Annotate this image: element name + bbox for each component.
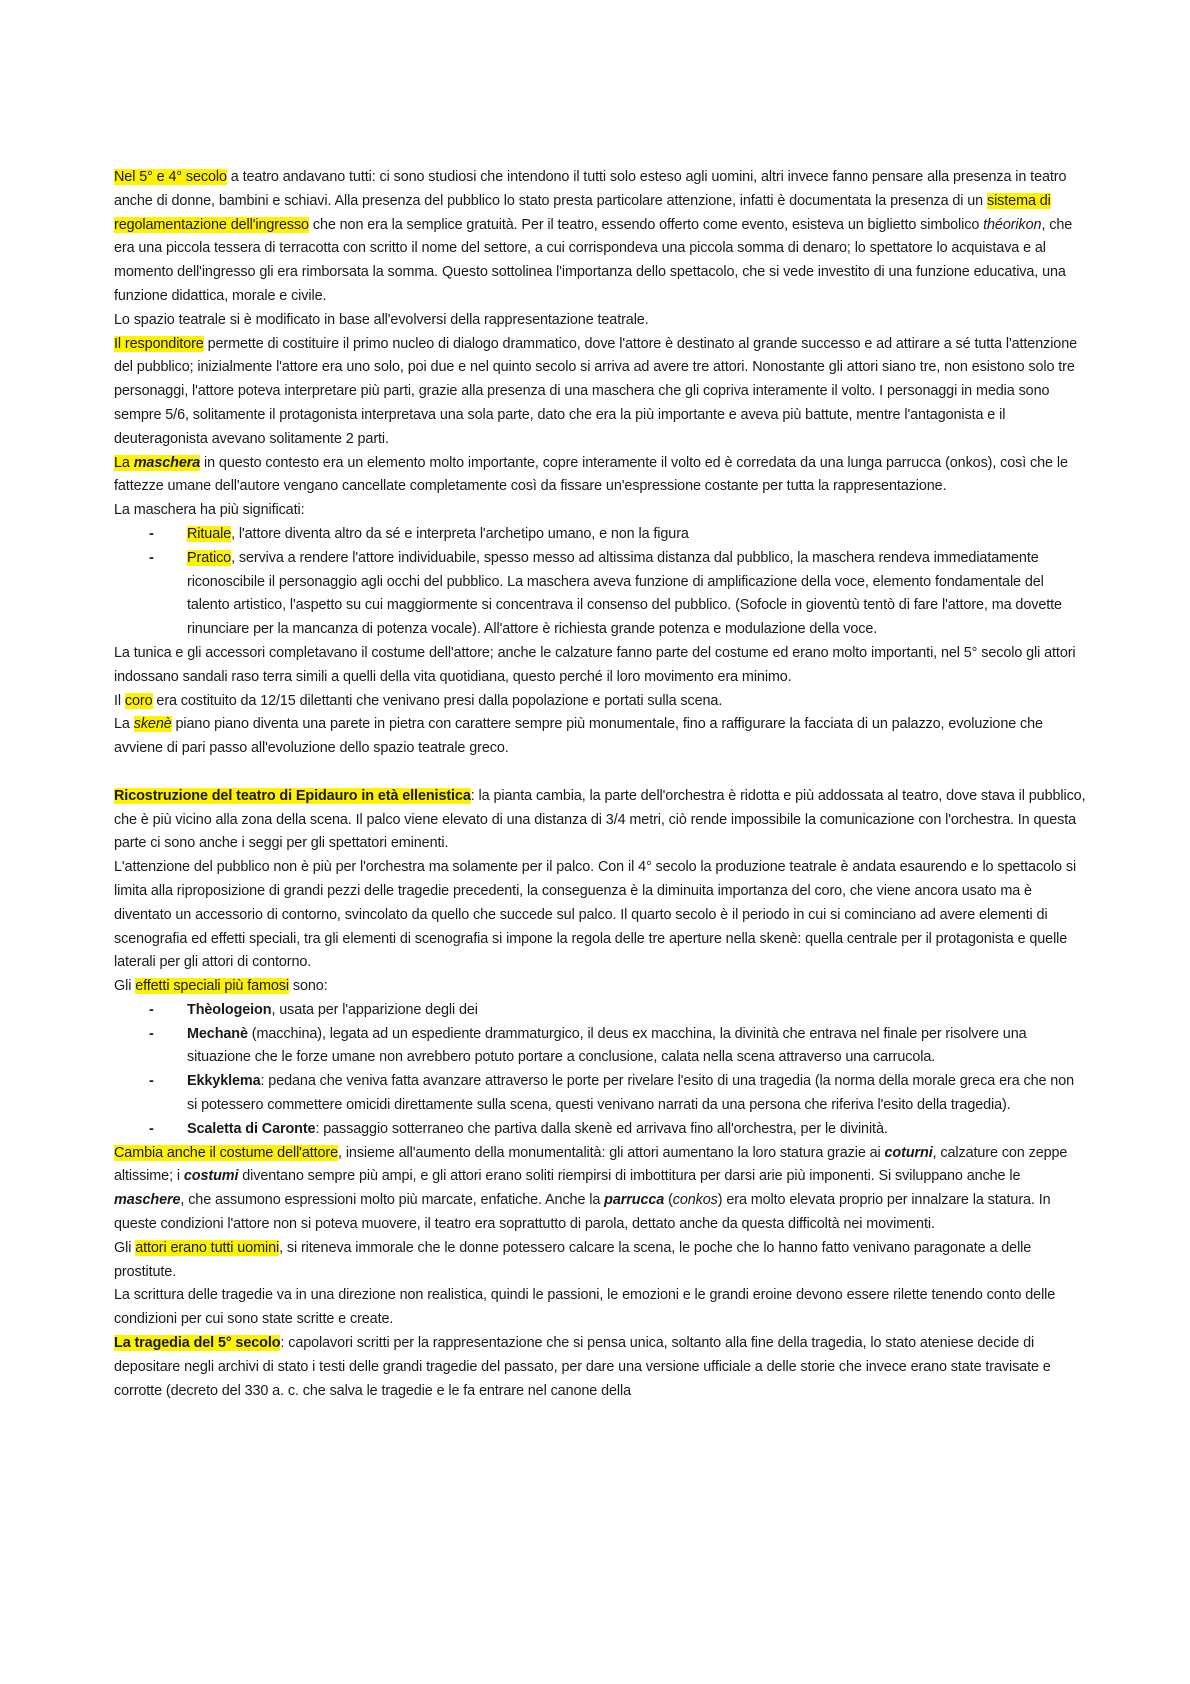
emphasized-text: conkos [672, 1192, 718, 1209]
section-epidauro [114, 785, 1086, 999]
highlighted-text: attori erano tutti uomini [135, 1239, 280, 1256]
emphasized-text: Ekkyklema [187, 1073, 261, 1090]
text-run: : passaggio sotterraneo che partiva dalla skenè ed arrivava fino all'orchestra, per le divinità. [315, 1120, 888, 1137]
emphasized-text: parrucca [604, 1192, 665, 1209]
section-hellenistic-costume [114, 1142, 1086, 1404]
paragraph [114, 166, 1086, 309]
text-run: ) era molto elevata proprio per innalzare la statura. In queste condizioni l'attore non si poteva muovere, il teatro era soprattutto di parola, dettato anche da questa difficoltà nei movimenti. [114, 1192, 1051, 1233]
highlighted-text: effetti speciali più famosi [135, 978, 289, 995]
text-run: diventano sempre più ampi, e gli attori erano soliti riempirsi di imbottitura per darsi arie più imponenti. Si sviluppano anche le [238, 1168, 1021, 1185]
text-run: che non era la semplice gratuità. Per il teatro, essendo offerto come evento, esisteva un biglietto simbolico [308, 216, 984, 233]
emphasized-text: Thèologeion [187, 1001, 272, 1018]
paragraph [114, 333, 1086, 452]
text-run: , l'attore diventa altro da sé e interpreta l'archetipo umano, e non la figura [231, 525, 689, 542]
text-run: : pedana che veniva fatta avanzare attraverso le porte per rivelare l'esito di una tragedia (la norma della morale greca era che non si potessero commettere omicidi direttamente sulla scena, questi venivano narrati da una persona che riferiva l'esito della tragedia). [187, 1073, 1075, 1114]
highlighted-text: skenè [133, 716, 172, 733]
highlighted-text: Ricostruzione del teatro di Epidauro in età ellenistica [114, 787, 471, 804]
highlighted-text: Il responditore [114, 335, 204, 352]
list-item [187, 523, 1086, 547]
list-item [187, 547, 1086, 642]
text-run: , serviva a rendere l'attore individuabile, spesso messo ad altissima distanza dal pubblico, la maschera rendeva immediatamente riconoscibile il personaggio agli occhi del pubblico. La maschera aveva funzione di amplificazione della voce, elemento fondamentale del talento artistico, l'aspetto su cui maggiormente si concentrava il consenso del pubblico. (Sofocle in gioventù tentò di fare l'attore, ma dovette rinunciare per la mancanza di potenza vocale). All'attore è richiesta grande potenza e modulazione della voce. [187, 549, 1062, 638]
emphasized-text: coturni [884, 1144, 933, 1161]
list-item [187, 999, 1086, 1023]
list-item [187, 1023, 1086, 1071]
section-theatre-audience [114, 166, 1086, 523]
text-run: Gli [114, 1239, 136, 1256]
text-run: L'attenzione del pubblico non è più per l'orchestra ma solamente per il palco. Con il 4° secolo la produzione teatrale è andata esaurendo e lo spettacolo si limita alla riproposizione di grandi pezzi delle tragedie precedenti, la conseguenza è la diminuita importanza del coro, che viene ancora usato ma è diventato un accessorio di contorno, svincolato da quello che succede sul palco. Il quarto secolo è il periodo in cui si cominciano ad avere elementi di scenografia ed effetti speciali, tra gli elementi di scenografia si impone la regola delle tre aperture nella skenè: quella centrale per il protagonista e quelle laterali per gli attori di contorno. [114, 859, 1077, 971]
paragraph [114, 309, 1086, 333]
paragraph [114, 499, 1086, 523]
list-item [187, 1070, 1086, 1118]
highlighted-text: Rituale [187, 525, 232, 542]
text-run: a teatro andavano tutti: ci sono studiosi che intendono il tutti solo esteso agli uomini, altri invece fanno pensare alla presenza in teatro anche di donne, bambini e schiavi. Alla presenza del pubblico lo stato presta particolare attenzione, infatti è documentata la presenza di un [114, 169, 1067, 209]
text-run: in questo contesto era un elemento molto importante, copre interamente il volto ed è corredata da una lunga parrucca (onkos), così che le fattezze umane dell'autore vengano cancellate completamente così da fissare un'espressione costante per tutta la rappresentazione. [114, 454, 1068, 495]
highlighted-text: Nel 5° e 4° secolo [114, 169, 227, 185]
paragraph [114, 1237, 1086, 1285]
text-run: , che assumono espressioni molto più marcate, enfatiche. Anche la [180, 1192, 605, 1209]
paragraph [114, 690, 1086, 714]
paragraph-gap [114, 761, 1086, 785]
mask-meanings-list [114, 523, 1086, 642]
paragraph [114, 713, 1086, 761]
text-run: Il [114, 692, 125, 709]
emphasized-text: maschere [114, 1192, 181, 1209]
highlighted-text: maschera [133, 454, 201, 471]
highlighted-text: La tragedia del 5° secolo [114, 1335, 281, 1352]
paragraph [114, 642, 1086, 690]
text-run: La [114, 716, 134, 733]
text-run: Gli [114, 978, 136, 995]
text-run: piano piano diventa una parete in pietra con carattere sempre più monumentale, fino a raffigurare la facciata di un palazzo, evoluzione che avviene di pari passo all'evoluzione dello spazio teatrale greco. [114, 716, 1043, 757]
text-run: (macchina), legata ad un espediente drammaturgico, il deus ex macchina, la divinità che entrava nel finale per risolvere una situazione che le forze umane non avrebbero potuto portare a conclusione, calata nella scena attraverso una carrucola. [187, 1025, 1027, 1066]
text-run: La tunica e gli accessori completavano il costume dell'attore; anche le calzature fanno parte del costume ed erano molto importanti, nel 5° secolo gli attori indossano sandali raso terra simili a quelli della vita quotidiana, questo perché il loro movimento era minimo. [114, 644, 1076, 685]
text-run: , insieme all'aumento della monumentalità: gli attori aumentano la loro statura grazie ai [338, 1144, 885, 1161]
highlighted-text: Pratico [187, 549, 232, 566]
text-run: permette di costituire il primo nucleo di dialogo drammatico, dove l'attore è destinato al grande successo e ad attirare a sé tutta l'attenzione del pubblico; inizialmente l'attore era uno solo, poi due e nel quinto secolo si arriva ad avere tre attori. Nonostante gli attori siano tre, non esistono solo tre personaggi, l'attore poteva interpretare più parti, grazie alla presenza di una maschera che gli copriva interamente il volto. I personaggi in media sono sempre 5/6, solitamente il protagonista interpretava una sola parte, dato che era la più importante e aveva più battute, mentre l'antagonista e il deuteragonista avevano solitamente 2 parti. [114, 335, 1078, 447]
document-body [114, 166, 1086, 1403]
highlighted-text: Cambia anche il costume dell'attore [114, 1144, 339, 1161]
paragraph [114, 856, 1086, 975]
emphasized-text: costumi [183, 1168, 239, 1185]
paragraph [114, 1332, 1086, 1403]
emphasized-text: théorikon [983, 216, 1042, 233]
text-run: La scrittura delle tragedie va in una direzione non realistica, quindi le passioni, le emozioni e le grandi eroine devono essere rilette tenendo conto delle condizioni per cui sono state scritte e create. [114, 1287, 1056, 1328]
text-run: : la pianta cambia, la parte dell'orchestra è ridotta e più addossata al teatro, dove stava il pubblico, che è più vicino alla zona della scena. Il palco viene elevato di una distanza di 3/4 metri, ciò rende impossibile la comunicazione con l'orchestra. In questa parte ci sono anche i seggi per gli spettatori eminenti. [114, 787, 1086, 852]
text-run: : capolavori scritti per la rappresentazione che si pensa unica, soltanto alla fine della tragedia, lo stato ateniese decide di depositare negli archivi di stato i testi delle grandi tragedie del passato, per dare una versione ufficiale a delle storie che invece erano state travisate e corrotte (decreto del 330 a. c. che salva le tragedie e le fa entrare nel canone della [114, 1335, 1051, 1399]
special-effects-list [114, 999, 1086, 1142]
paragraph [114, 452, 1086, 500]
paragraph [114, 785, 1086, 856]
highlighted-text: La [114, 454, 134, 471]
list-item [187, 1118, 1086, 1142]
text-run: sono: [289, 978, 328, 995]
paragraph [114, 1284, 1086, 1332]
paragraph [114, 975, 1086, 999]
text-run: , usata per l'apparizione degli dei [271, 1001, 478, 1018]
highlighted-text: coro [124, 692, 153, 709]
text-run: La maschera ha più significati: [114, 502, 305, 519]
highlighted-text: sistema di regolamentazione dell'ingresso [114, 192, 1051, 233]
emphasized-text: Scaletta di Caronte [187, 1120, 316, 1137]
text-run: Lo spazio teatrale si è modificato in base all'evolversi della rappresentazione teatrale. [114, 311, 649, 328]
text-run: , si riteneva immorale che le donne potessero calcare la scena, le poche che lo hanno fatto venivano paragonate a delle prostitute. [114, 1239, 1032, 1280]
paragraph [114, 1142, 1086, 1237]
text-run: , che era una piccola tessera di terracotta con scritto il nome del settore, a cui corrispondeva una piccola somma di denaro; lo spettatore lo acquistava e al momento dell'ingresso gli era rimborsata la somma. Questo sottolinea l'importanza dello spettacolo, che si vede investito di una funzione educativa, una funzione didattica, morale e civile. [114, 216, 1073, 304]
text-run: ( [664, 1192, 673, 1209]
emphasized-text: Mechanè [187, 1025, 248, 1042]
text-run: era costituito da 12/15 dilettanti che venivano presi dalla popolazione e portati sulla scena. [152, 692, 723, 709]
section-costume-chorus [114, 642, 1086, 761]
text-run: , calzature con zeppe altissime; i [114, 1144, 1068, 1185]
